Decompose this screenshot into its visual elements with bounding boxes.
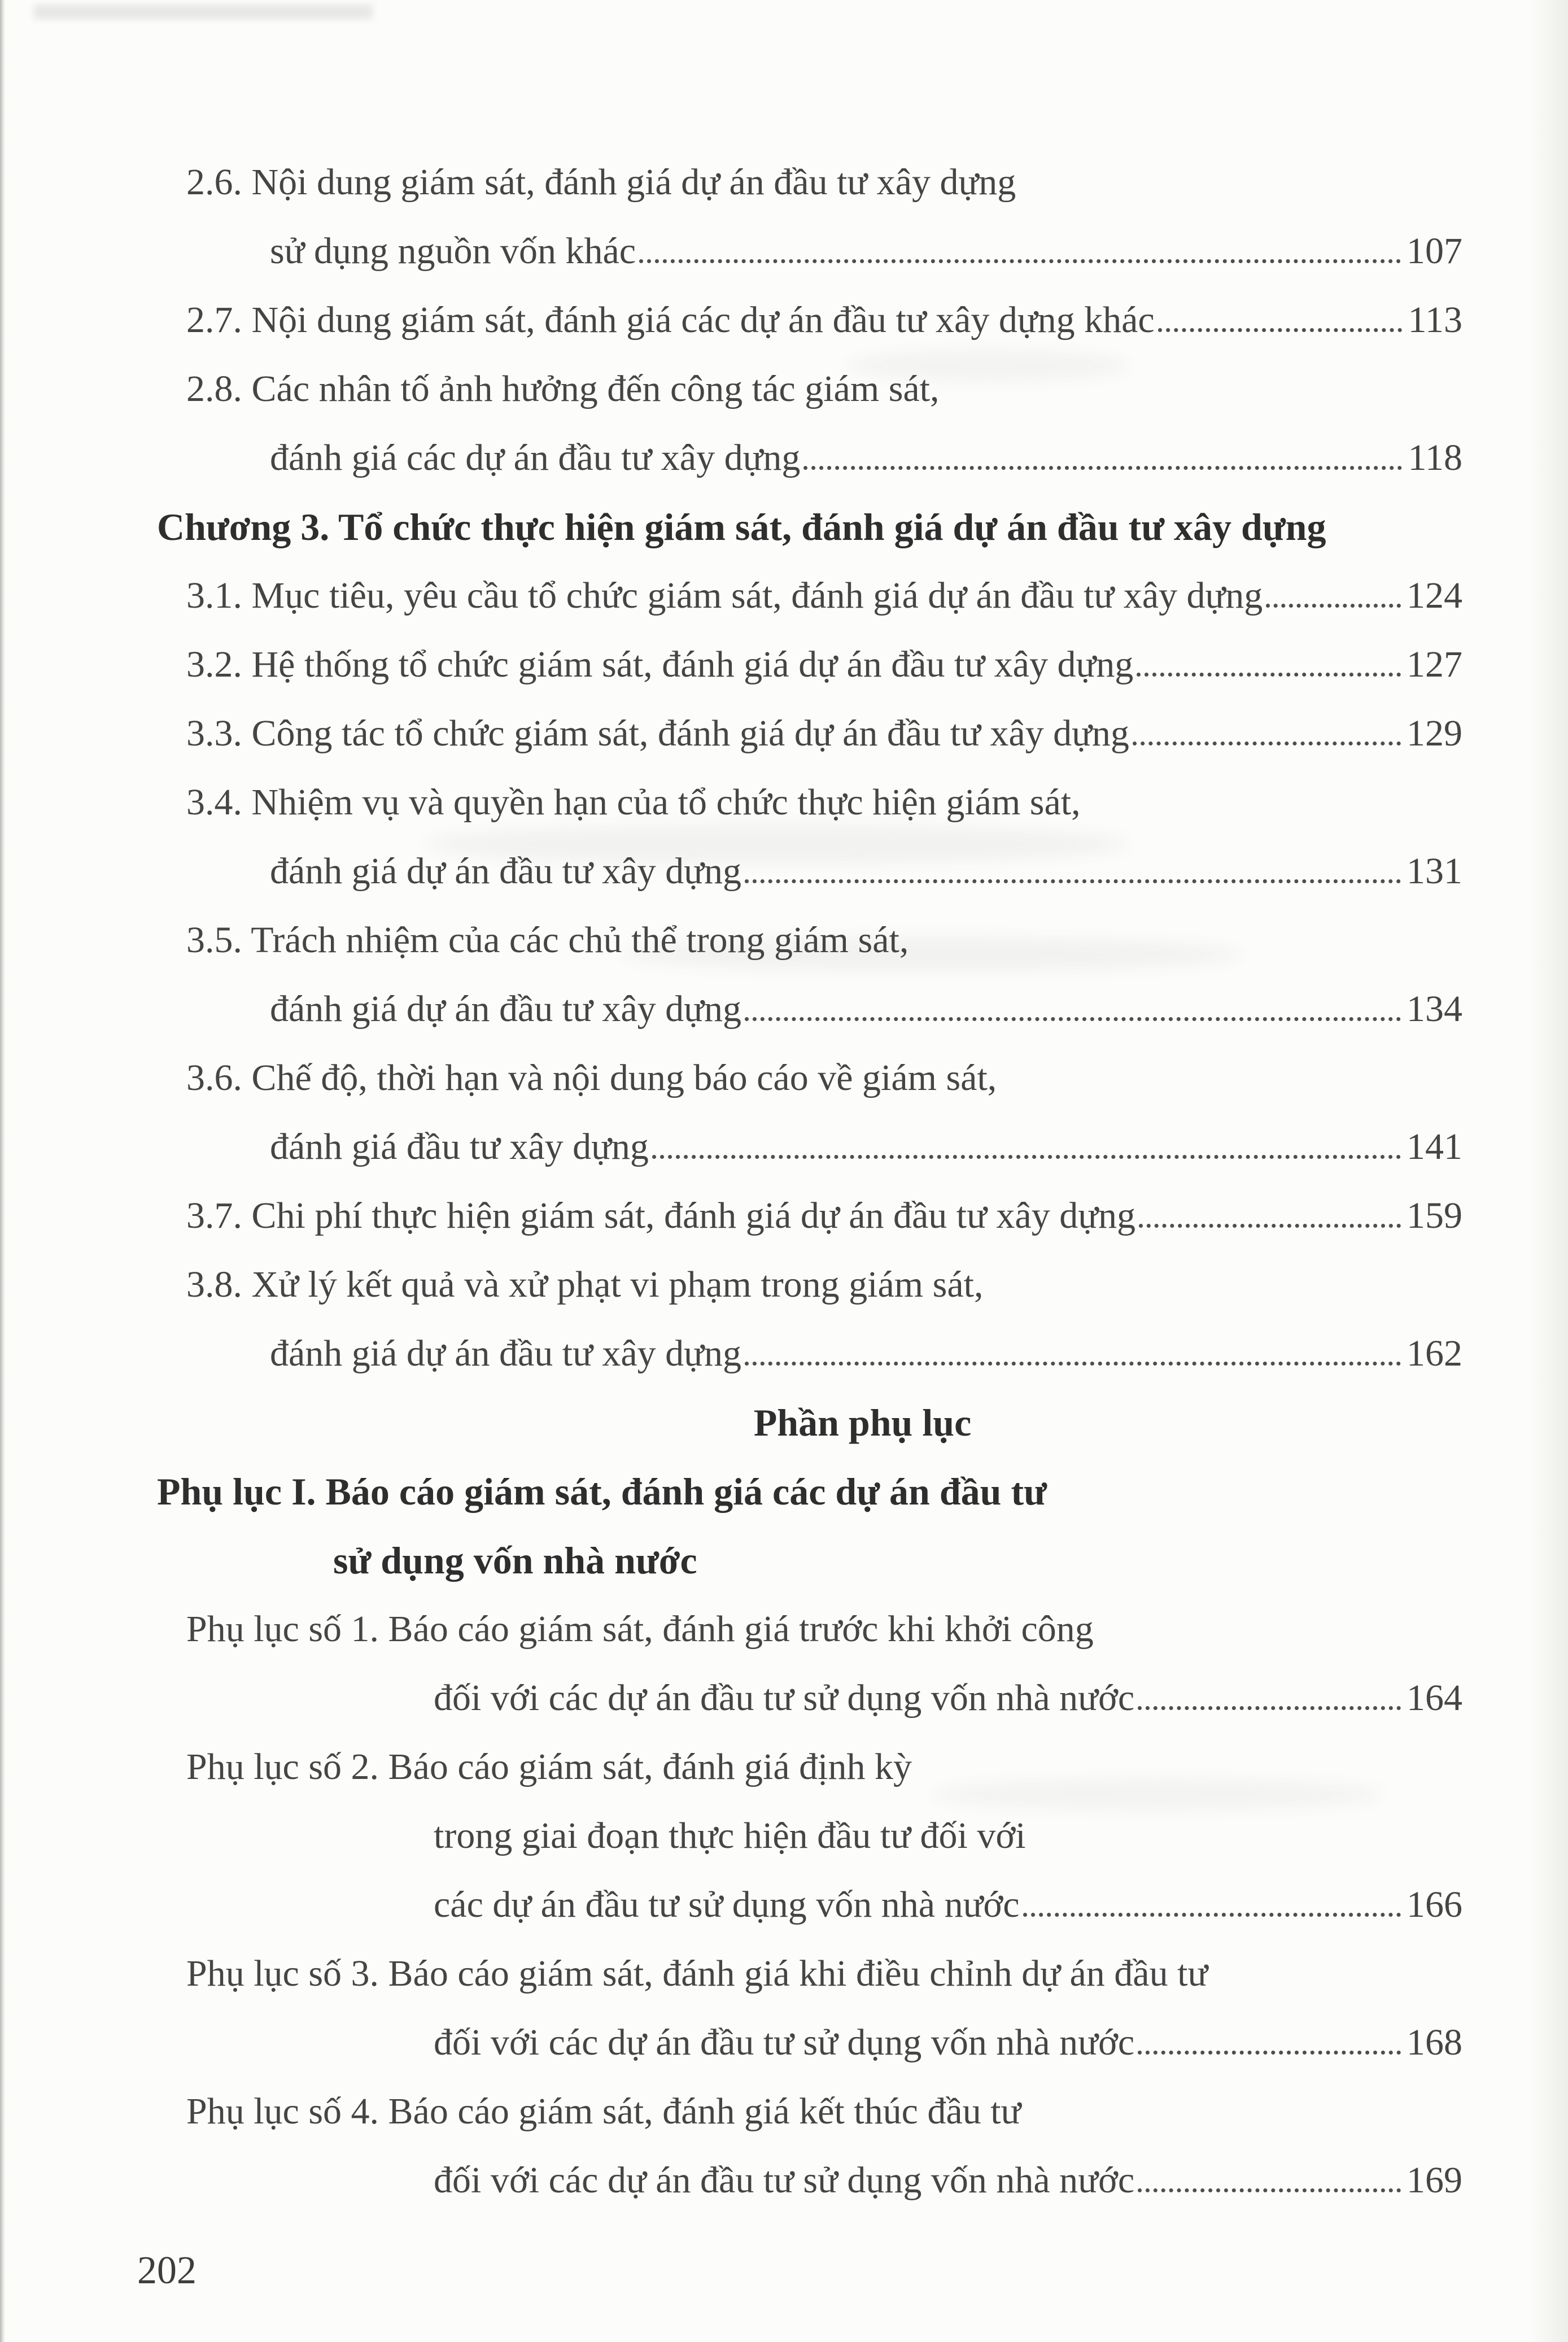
toc-line-text: Phụ lục số 3. Báo cáo giám sát, đánh giá khi điều chỉnh dự án đầu tư (186, 1953, 1208, 1994)
toc-line-text: trong giai đoạn thực hiện đầu tư đối với (434, 1815, 1026, 1856)
dot-leader (745, 1362, 1401, 1366)
toc-line-text: đánh giá dự án đầu tư xây dựng (270, 1333, 741, 1374)
toc-line (0, 424, 1568, 492)
toc-line (0, 975, 1568, 1044)
dot-leader (1266, 604, 1401, 608)
toc-line (0, 1526, 1568, 1595)
toc-line-text: 3.8. Xử lý kết quả và xử phạt vi phạm trong giám sát, (186, 1264, 984, 1305)
toc-line (0, 630, 1568, 699)
dot-leader (1158, 328, 1403, 332)
toc-page-number: 127 (1407, 644, 1462, 685)
toc-line (0, 2008, 1568, 2077)
toc-line (0, 1250, 1568, 1319)
toc-line (0, 2077, 1568, 2146)
toc-line-text: đánh giá dự án đầu tư xây dựng (270, 851, 741, 892)
toc-line (0, 1044, 1568, 1113)
toc-line (0, 355, 1568, 424)
toc-line-text: Phụ lục số 2. Báo cáo giám sát, đánh giá định kỳ (186, 1746, 912, 1787)
dot-leader (803, 466, 1402, 470)
toc-line-text: Chương 3. Tổ chức thực hiện giám sát, đánh giá dự án đầu tư xây dựng (157, 505, 1326, 548)
toc-line-text: đối với các dự án đầu tư sử dụng vốn nhà nước (434, 2022, 1135, 2063)
dot-leader (745, 879, 1401, 883)
toc-line (0, 217, 1568, 286)
toc-line-text: 3.3. Công tác tổ chức giám sát, đánh giá dự án đầu tư xây dựng (186, 713, 1129, 754)
toc-line (0, 1733, 1568, 1802)
dot-leader (1138, 2188, 1401, 2192)
toc-page-number: 118 (1408, 437, 1462, 478)
toc-page-number: 166 (1407, 1884, 1462, 1925)
toc-line-text: sử dụng vốn nhà nước (333, 1539, 697, 1582)
toc-page-number: 131 (1407, 851, 1462, 892)
toc-line-text: 3.2. Hệ thống tổ chức giám sát, đánh giá dự án đầu tư xây dựng (186, 644, 1134, 685)
toc-line-text: 2.8. Các nhân tố ảnh hưởng đến công tác giám sát, (186, 368, 940, 409)
toc-line (0, 286, 1568, 355)
dot-leader (1023, 1913, 1401, 1917)
toc-line-text: đánh giá các dự án đầu tư xây dựng (270, 437, 801, 478)
toc-page-number: 134 (1407, 988, 1462, 1030)
dot-leader (639, 259, 1401, 263)
toc-line (0, 1457, 1568, 1526)
toc-line-text: Phụ lục I. Báo cáo giám sát, đánh giá các dự án đầu tư (157, 1470, 1047, 1513)
toc-line-text: đánh giá đầu tư xây dựng (270, 1126, 649, 1167)
toc-line (0, 906, 1568, 975)
toc-line-text: Phụ lục số 4. Báo cáo giám sát, đánh giá kết thúc đầu tư (186, 2091, 1021, 2132)
toc-line (0, 2146, 1568, 2215)
folio-page-number: 202 (137, 2249, 196, 2292)
toc-line-text: các dự án đầu tư sử dụng vốn nhà nước (434, 1884, 1020, 1925)
toc-line (0, 1802, 1568, 1870)
dot-leader (745, 1017, 1401, 1021)
toc-line (0, 492, 1568, 561)
toc-page-number: 113 (1408, 299, 1462, 341)
scan-artifact (34, 5, 373, 19)
toc-page-number: 129 (1407, 713, 1462, 754)
dot-leader (1137, 673, 1401, 677)
dot-leader (1139, 1224, 1401, 1228)
toc-line (0, 1319, 1568, 1388)
toc-page-number: 124 (1407, 575, 1462, 616)
toc-line (0, 1595, 1568, 1664)
toc-line-text: 3.5. Trách nhiệm của các chủ thể trong giám sát, (186, 919, 909, 961)
toc-line (0, 699, 1568, 768)
toc-line (0, 561, 1568, 630)
toc-line-text: 3.1. Mục tiêu, yêu cầu tổ chức giám sát, đánh giá dự án đầu tư xây dựng (186, 575, 1263, 616)
dot-leader (1138, 2051, 1401, 2055)
table-of-contents (0, 148, 1568, 2215)
toc-page-number: 159 (1407, 1195, 1462, 1236)
dot-leader (1133, 742, 1401, 745)
toc-line-text: sử dụng nguồn vốn khác (270, 230, 636, 272)
dot-leader (1138, 1706, 1401, 1710)
toc-line (0, 1870, 1568, 1939)
toc-page-number: 162 (1407, 1333, 1462, 1374)
dot-leader (652, 1155, 1401, 1159)
toc-line-text: 2.6. Nội dung giám sát, đánh giá dự án đầu tư xây dựng (186, 162, 1016, 203)
toc-line (0, 837, 1568, 906)
toc-line (0, 1664, 1568, 1733)
toc-page-number: 107 (1407, 230, 1462, 272)
toc-line (0, 1939, 1568, 2008)
toc-line-text: 3.7. Chi phí thực hiện giám sát, đánh giá dự án đầu tư xây dựng (186, 1195, 1135, 1236)
toc-page-number: 141 (1407, 1126, 1462, 1167)
toc-page-number: 164 (1407, 1677, 1462, 1719)
toc-line-text: Phần phụ lục (753, 1401, 972, 1444)
toc-line (0, 1388, 1568, 1457)
toc-line-text: Phụ lục số 1. Báo cáo giám sát, đánh giá trước khi khởi công (186, 1608, 1094, 1650)
toc-line-text: đối với các dự án đầu tư sử dụng vốn nhà nước (434, 2160, 1135, 2201)
toc-line (0, 148, 1568, 217)
toc-line-text: đối với các dự án đầu tư sử dụng vốn nhà nước (434, 1677, 1135, 1719)
toc-line (0, 768, 1568, 837)
toc-line (0, 1181, 1568, 1250)
toc-page-number: 169 (1407, 2160, 1462, 2201)
toc-page-number: 168 (1407, 2022, 1462, 2063)
toc-line-text: 3.4. Nhiệm vụ và quyền hạn của tổ chức thực hiện giám sát, (186, 782, 1081, 823)
toc-line-text: 3.6. Chế độ, thời hạn và nội dung báo cáo về giám sát, (186, 1057, 997, 1098)
toc-line (0, 1113, 1568, 1181)
toc-line-text: đánh giá dự án đầu tư xây dựng (270, 988, 741, 1030)
toc-line-text: 2.7. Nội dung giám sát, đánh giá các dự án đầu tư xây dựng khác (186, 299, 1155, 341)
